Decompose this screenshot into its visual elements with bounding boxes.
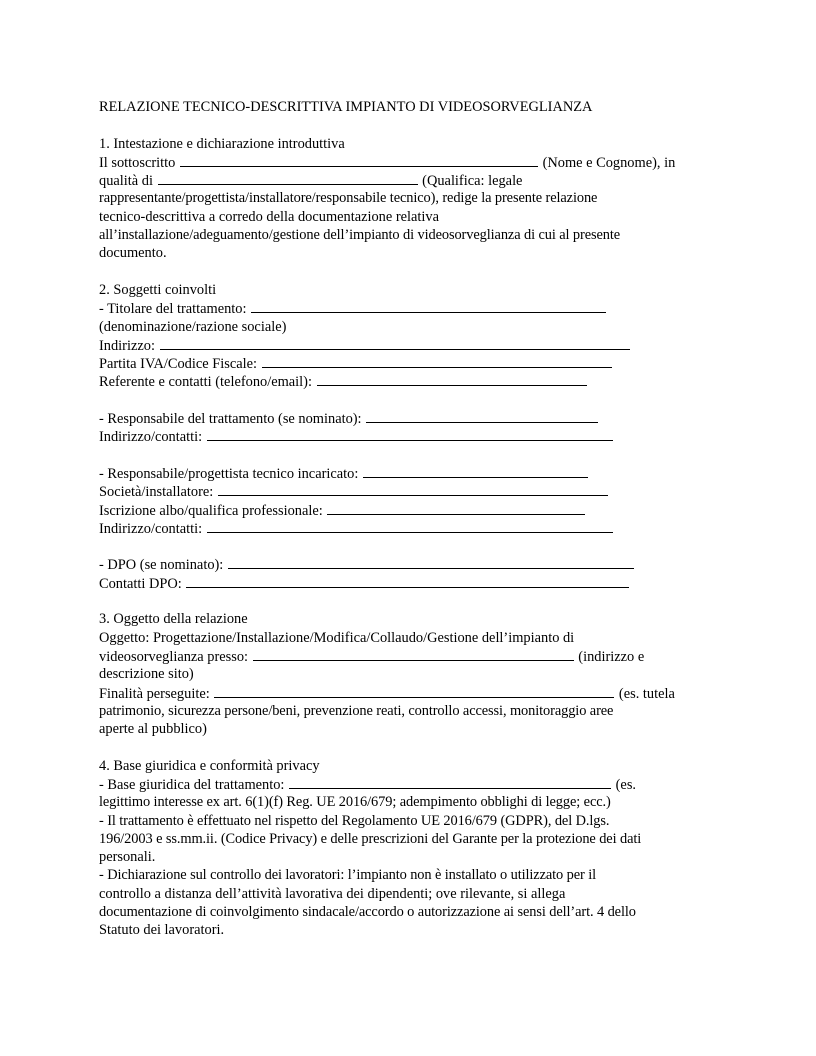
- section-3-heading: 3. Oggetto della relazione: [99, 611, 248, 628]
- text-line: [99, 684, 721, 702]
- iscrizione-blank-field[interactable]: [327, 501, 585, 515]
- text-fragment: Referente e contatti (telefono/email):: [99, 374, 312, 391]
- text-line: [99, 409, 721, 427]
- section-1-heading: 1. Intestazione e dichiarazione introduttiva: [99, 135, 345, 152]
- dpo-blank-field[interactable]: [228, 555, 634, 569]
- societa-blank-field[interactable]: [218, 482, 608, 496]
- text-line: legittimo interesse ex art. 6(1)(f) Reg. UE 2016/679; adempimento obblighi di legge; ecc.): [99, 794, 611, 811]
- text-fragment: Società/installatore:: [99, 484, 214, 501]
- document-page: [99, 98, 721, 940]
- text-fragment: Iscrizione albo/qualifica professionale:: [99, 502, 323, 519]
- text-fragment: videosorveglianza presso:: [99, 648, 249, 665]
- indirizzo-blank-field[interactable]: [160, 336, 630, 350]
- piva-blank-field[interactable]: [262, 354, 612, 368]
- finalita-blank-field[interactable]: [214, 684, 614, 698]
- text-line: tecnico-descrittiva a corredo della documentazione relativa: [99, 208, 440, 225]
- text-line: Statuto dei lavoratori.: [99, 922, 225, 939]
- text-line: [99, 647, 721, 665]
- text-fragment: (Nome e Cognome), in: [542, 154, 676, 171]
- progettista-blank-field[interactable]: [363, 464, 588, 478]
- name-blank-field[interactable]: [180, 153, 538, 167]
- text-line: Oggetto: Progettazione/Installazione/Modifica/Collaudo/Gestione dell’impianto di: [99, 629, 575, 646]
- text-line: (denominazione/razione sociale): [99, 318, 287, 335]
- text-fragment: - Responsabile del trattamento (se nominato):: [99, 411, 362, 428]
- text-line: [99, 464, 721, 482]
- text-fragment: - Base giuridica del trattamento:: [99, 776, 285, 793]
- text-fragment: - Responsabile/progettista tecnico incaricato:: [99, 465, 359, 482]
- text-line: patrimonio, sicurezza persone/beni, prevenzione reati, controllo accessi, monitoraggio aree: [99, 702, 614, 719]
- text-fragment: (es. tutela: [618, 685, 675, 702]
- text-fragment: Indirizzo:: [99, 337, 155, 354]
- text-line: descrizione sito): [99, 666, 194, 683]
- text-fragment: Indirizzo/contatti:: [99, 429, 203, 446]
- text-fragment: Partita IVA/Codice Fiscale:: [99, 356, 258, 373]
- document-title: RELAZIONE TECNICO-DESCRITTIVA IMPIANTO DI VIDEOSORVEGLIANZA: [99, 99, 593, 115]
- text-fragment: (es.: [615, 776, 637, 793]
- text-fragment: Contatti DPO:: [99, 575, 182, 592]
- text-line: documento.: [99, 245, 167, 262]
- text-line: [99, 153, 721, 171]
- text-line: [99, 171, 721, 189]
- section-2-heading: 2. Soggetti coinvolti: [99, 281, 217, 298]
- text-line: [99, 299, 721, 317]
- sito-blank-field[interactable]: [253, 647, 574, 661]
- text-line: documentazione di coinvolgimento sindacale/accordo o autorizzazione ai sensi dell’art. 4 dello: [99, 904, 636, 921]
- text-line: all’installazione/adeguamento/gestione dell’impianto di videosorveglianza di cui al presente: [99, 227, 621, 244]
- text-fragment: - DPO (se nominato):: [99, 557, 224, 574]
- text-line: controllo a distanza dell’attività lavorativa dei dipendenti; ove rilevante, si allega: [99, 885, 566, 902]
- text-line: [99, 427, 721, 445]
- text-line: 196/2003 e ss.mm.ii. (Codice Privacy) e delle prescrizioni del Garante per la protezione dei dati: [99, 830, 642, 847]
- text-fragment: - Titolare del trattamento:: [99, 301, 247, 318]
- text-line: [99, 555, 721, 573]
- qualifica-blank-field[interactable]: [158, 171, 418, 185]
- text-line: [99, 775, 721, 793]
- text-line: [99, 336, 721, 354]
- referente-blank-field[interactable]: [317, 372, 587, 386]
- indirizzo-contatti-blank-field[interactable]: [207, 519, 613, 533]
- indirizzo-contatti-blank-field[interactable]: [207, 427, 613, 441]
- titolare-blank-field[interactable]: [251, 299, 606, 313]
- text-fragment: (Qualifica: legale: [422, 173, 523, 190]
- text-line: [99, 354, 721, 372]
- section-4-heading: 4. Base giuridica e conformità privacy: [99, 757, 320, 774]
- responsabile-blank-field[interactable]: [366, 409, 598, 423]
- text-line: [99, 372, 721, 390]
- text-line: [99, 574, 721, 592]
- text-fragment: Finalità perseguite:: [99, 685, 210, 702]
- text-fragment: Indirizzo/contatti:: [99, 520, 203, 537]
- text-line: [99, 501, 721, 519]
- text-fragment: (indirizzo e: [578, 648, 645, 665]
- text-line: - Dichiarazione sul controllo dei lavoratori: l’impianto non è installato o utilizzato per il: [99, 867, 597, 884]
- text-fragment: qualità di: [99, 173, 153, 190]
- text-line: personali.: [99, 849, 156, 866]
- text-line: - Il trattamento è effettuato nel rispetto del Regolamento UE 2016/679 (GDPR), del D.lgs.: [99, 812, 610, 829]
- contatti-dpo-blank-field[interactable]: [186, 574, 629, 588]
- text-line: rappresentante/progettista/installatore/responsabile tecnico), redige la presente relazione: [99, 190, 598, 207]
- base-giuridica-blank-field[interactable]: [289, 775, 611, 789]
- text-line: aperte al pubblico): [99, 721, 207, 738]
- text-fragment: Il sottoscritto: [99, 154, 176, 171]
- text-line: [99, 519, 721, 537]
- text-line: [99, 482, 721, 500]
